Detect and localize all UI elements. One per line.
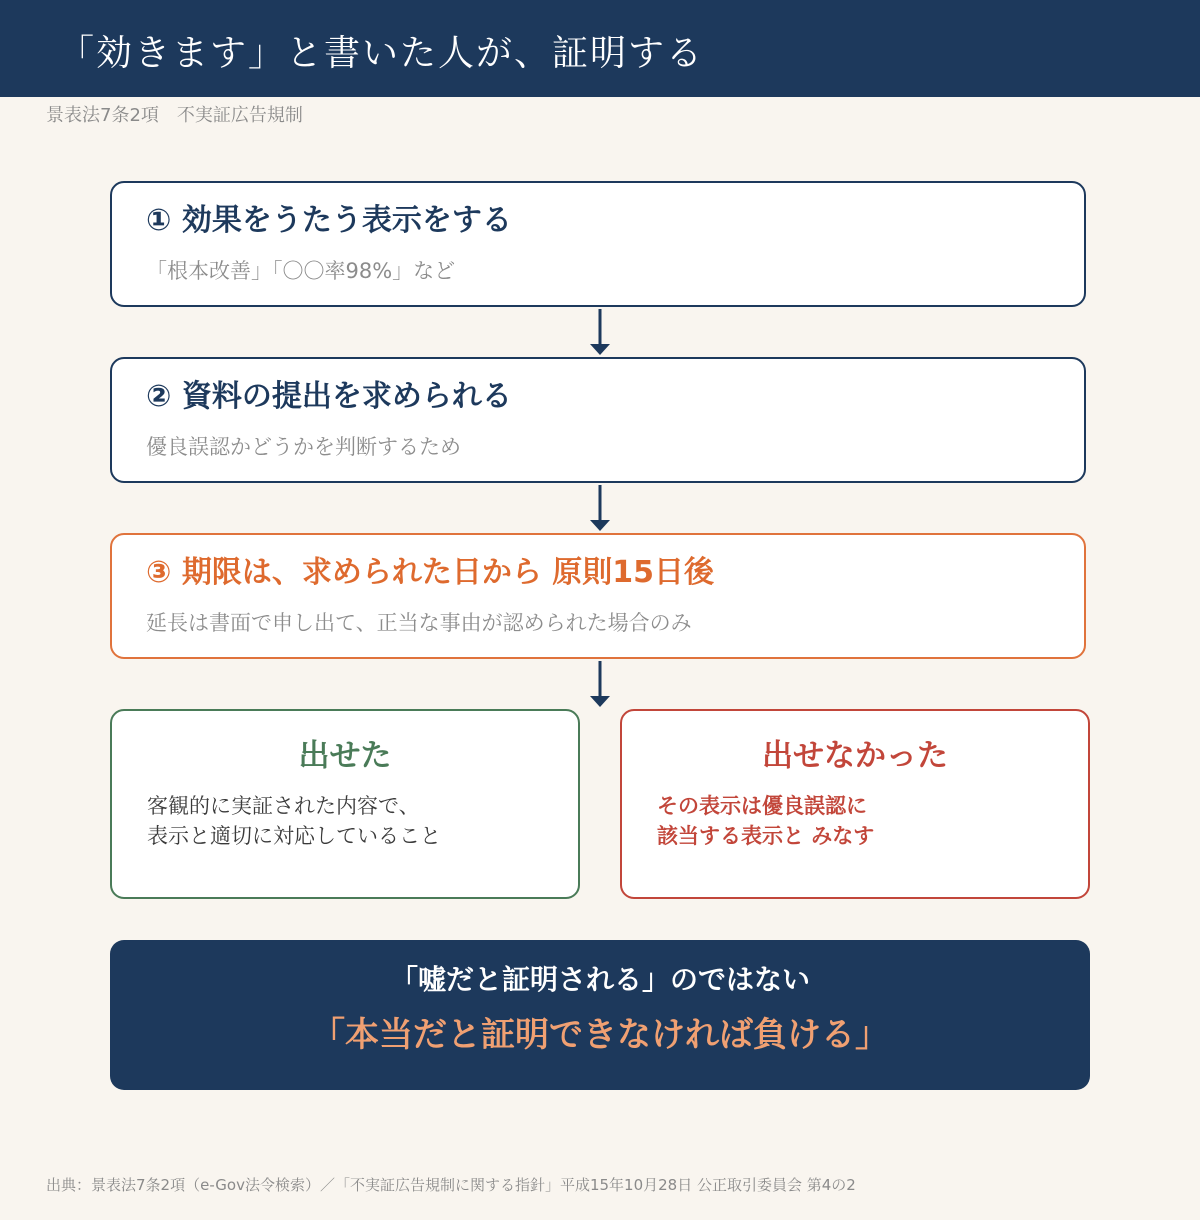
- step-title-3: ③ 期限は、求められた日から 原則15日後: [146, 555, 715, 590]
- step-description-3: 延長は書面で申し出て、正当な事由が認められた場合のみ: [146, 611, 692, 635]
- outcome-failure-card: [620, 709, 1090, 899]
- outcome-failure-line-1: その表示は優良誤認に: [657, 794, 867, 818]
- outcome-success-line-2: 表示と適切に対応していること: [147, 824, 441, 848]
- outcome-failure-line-2: 該当する表示と みなす: [657, 824, 875, 848]
- outcome-success-line-1: 客観的に実証された内容で、: [147, 794, 420, 818]
- page-subtitle: 景表法7条2項 不実証広告規制: [46, 105, 303, 126]
- header-bar: [0, 0, 1200, 97]
- conclusion-line-1: 「嘘だと証明される」のではない: [389, 963, 810, 996]
- source-citation: 出典：景表法7条2項（e-Gov法令検索）／「不実証広告規制に関する指針」平成15年10月28日 公正取引委員会 第4の2: [46, 1176, 856, 1194]
- step-description-1: 「根本改善」「〇〇率98%」など: [146, 259, 456, 283]
- down-arrow-icon: [590, 661, 610, 707]
- step-title-2: ② 資料の提出を求められる: [146, 379, 512, 414]
- outcome-success-title: 出せた: [298, 738, 392, 774]
- conclusion-box: [110, 940, 1090, 1090]
- down-arrow-icon: [590, 309, 610, 355]
- step-title-1: ① 効果をうたう表示をする: [146, 203, 512, 238]
- step-card-3: [110, 533, 1086, 659]
- step-description-2: 優良誤認かどうかを判断するため: [146, 435, 461, 459]
- outcome-success-card: [110, 709, 580, 899]
- page-title: 「効きます」と書いた人が、証明する: [58, 33, 705, 74]
- step-card-1: [110, 181, 1086, 307]
- conclusion-line-2: 「本当だと証明できなければ負ける」: [311, 1015, 889, 1055]
- step-card-2: [110, 357, 1086, 483]
- down-arrow-icon: [590, 485, 610, 531]
- outcome-failure-title: 出せなかった: [762, 738, 948, 774]
